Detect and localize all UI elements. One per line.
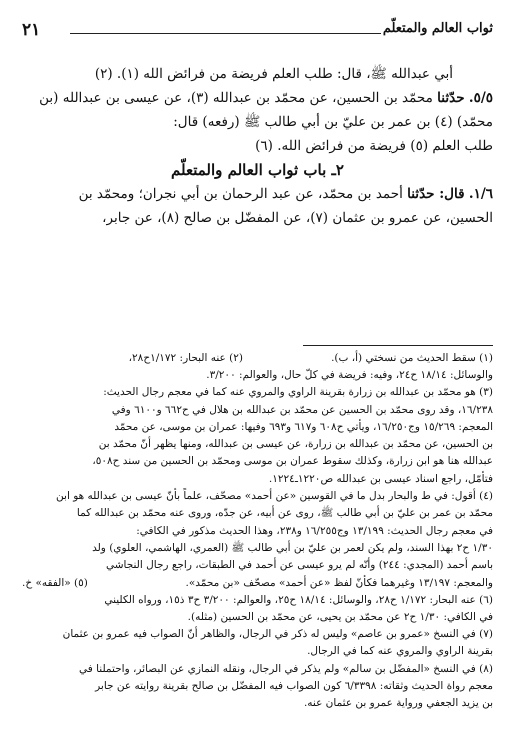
hadith-5-line-2: محمّد) (٤) بن عمر بن عليّ بن أبي طالب ﷺ (رفعه) قال: xyxy=(173,114,493,130)
footnote-8-line: بن يزيد الجعفي ورواية عمرو بن عثمان عنه. xyxy=(303,697,493,710)
footnotes xyxy=(22,350,493,713)
hadith-6-line-2: الحسين، عن عمرو بن عثمان (٧)، عن المفضّل بن صالح (٨)، عن جابر، xyxy=(102,210,493,226)
footnote-6-line: (٦) عنه البحار: ١/١٧٢ ح٢٨، والوسائل: ١٨/١٤ ح٢٥، والعوالم: ٣/٢٠٠ ح٣ ذ١٥، ورواه الكليني xyxy=(104,593,493,606)
qala-haddathana: قال: حدّثنا xyxy=(407,186,465,202)
footnote-3-line: (٣) هو محمّد بن عبدالله بن زرارة بقرينة الراوي والمروي عنه كما في معجم رجال الحديث: xyxy=(103,386,493,399)
footnote-2: (٢) عنه البحار: ١/١٧٢ح٢٨، xyxy=(128,352,243,364)
footnote-4-line: باسم أحمد (المجدي: ٢٤٤) وأنّه لم يرو عيسى عن أحمد في الطبقات، راجع رجال النجاشي xyxy=(105,559,493,572)
footnote-row xyxy=(22,350,493,367)
footnote-7-line: بقرينة الراوي والمروي عنه كما في الرجال. xyxy=(307,645,493,658)
haddathana: حدّثنا xyxy=(437,90,465,106)
footnote-4-line: والمعجم: ١٣/١٩٧ وغيرهما فكأنّ لفظ «عن أحمد» مصحّف «بن محمّد». xyxy=(185,576,493,589)
footnote-1: (١) سقط الحديث من نسختي (أ، ب). xyxy=(331,352,493,364)
hadith-text: أحمد بن محمّد، عن عبد الرحمان بن أبي نجران؛ ومحمّد بن xyxy=(78,186,403,202)
hadith-number: ٥/٥. xyxy=(468,90,493,106)
footnote-5: (٥) «الفقه» خ. xyxy=(22,576,88,589)
footnote-3-line: بن الحسين، عن محمّد بن عبدالله بن زرارة، عن عيسى بن عبدالله، ومنها يظهر أنّ محمّد بن xyxy=(98,438,493,451)
footnote-6-line: في الكافي: ١/٣٠ ح٢ عن محمّد بن يحيى، عن محمّد بن الحسين (مثله). xyxy=(187,610,493,623)
footnote-8-line: معجم رواة الحديث وثقاته: ٦/٣٣٩٨ كون الصواب فيه المفضّل بن صالح بقرينة روايته عن جابر xyxy=(95,680,493,693)
hadith-number: ١/٦. xyxy=(468,186,493,202)
hadith-5-line-1 xyxy=(22,86,493,110)
footnote-3-line: ١٦/٢٣٨، وقد روى محمّد بن الحسين عن محمّد بن عبدالله بن هلال في ح٦٦٢ و٦١٠٠ وفي xyxy=(111,403,493,416)
running-title: ثواب العالم والمتعلّم xyxy=(382,21,493,36)
hadith-6-line-1 xyxy=(22,182,493,206)
footnote-4-line: محمّد بن عمر بن عليّ بن أبي طالب ﷺ، روى عن أبيه، عن جدّه، وروى عنه محمّد بن عبدالله كما xyxy=(76,507,493,520)
footnote-3-line: فتأمّل، راجع اسناد عيسى بن عبدالله ص١٢٢٠ـ١٢٢٤. xyxy=(268,472,493,485)
footnote-row xyxy=(22,575,493,592)
footnote-7-line: (٧) في النسخ «عمرو بن عاصم» وليس له ذكر في الرجال، والظاهر أنّ الصواب فيه عمرو بن عثمان xyxy=(62,628,493,641)
footnote-divider xyxy=(303,345,493,346)
hadith-text: محمّد بن الحسين، عن محمّد بن عبدالله (٣)، عن عيسى بن عبدالله (بن xyxy=(39,90,433,106)
main-text xyxy=(22,62,493,230)
chapter-heading: ٢ـ باب ثواب العالم والمتعلّم xyxy=(171,161,344,179)
footnote-3-line: عبدالله هنا هو ابن زرارة، وكذلك سقوط عمران بن موسى ومحمّد بن الحسين من سند ح٥٠٨، xyxy=(92,455,493,468)
footnote-3-line: المعجم: ١٥/٢٦٩ وج١٦/٢٥٠، ويأتي ح٦٠٨ و٦١٧ و٦٩٣ وفيها: عمران بن موسى، عن محمّد xyxy=(114,420,493,433)
page-number: ٢١ xyxy=(22,20,41,40)
footnote-4-line: ١/٣٠ ح٢ بهذا السند، ولم يكن لعمر بن عليّ بن أبي طالب ﷺ (العمري، الهاشمي، العلوي) ولد xyxy=(92,541,493,554)
header-rule xyxy=(70,33,381,34)
footnote-4-line: (٤) أقول: في ط والبحار بدل ما في القوسين «عن أحمد» مصحّف، علماً بأنّ عيسى بن عبدالله هو ابن xyxy=(56,490,493,503)
hadith-4-ending: أبي عبدالله ﷺ، قال: طلب العلم فريضة من فرائض الله (١). (٢) xyxy=(94,66,453,82)
footnote-8-line: (٨) في النسخ «المفضّل بن سالم» ولم يذكر في الرجال، ونقله النمازي عن البصائر، واحتملنا في xyxy=(78,662,493,675)
hadith-5-line-3: طلب العلم (٥) فريضة من فرائض الله. (٦) xyxy=(255,138,493,154)
running-header xyxy=(22,20,493,42)
footnote-4-line: في معجم رجال الحديث: ١٣/١٩٩ وج١٦/٢٥٥ و٢٣٨، وهذا الحديث مذكور في الكافي: xyxy=(136,524,493,537)
footnote-2-cont: والوسائل: ١٨/١٤ ح٢٤، وفيه: فريضة في كلّ حال، والعوالم: ٣/٢٠٠. xyxy=(206,369,493,381)
